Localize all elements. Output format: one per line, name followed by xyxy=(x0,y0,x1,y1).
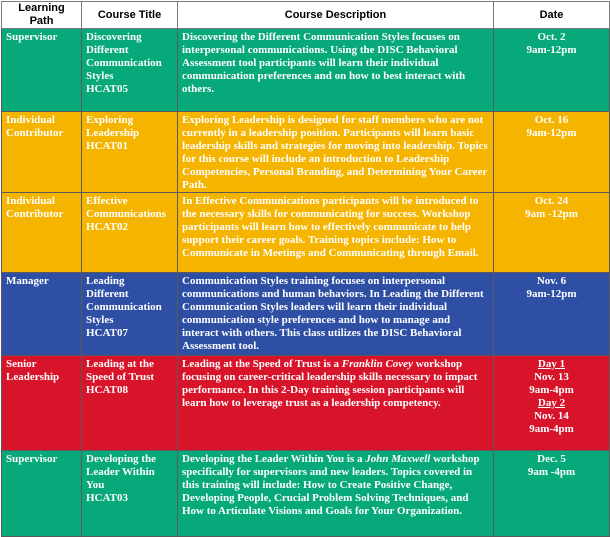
learning-path-cell: Senior Leadership xyxy=(2,356,82,451)
course-title-line: Different xyxy=(86,288,129,300)
table-row xyxy=(2,112,610,193)
course-title-cell xyxy=(82,29,178,112)
course-title-cell xyxy=(82,356,178,451)
learning-path-cell: Individual Contributor xyxy=(2,193,82,273)
course-title-line: Speed of Trust xyxy=(86,371,155,383)
course-description-cell: In Effective Communications participants will be introduced to the necessary skills for communicating for success. Workshop participants will learn how to effectively communicate to help support their career goals. Training topics include: How to Communicate in Meetings and Communicating through Email. xyxy=(178,193,494,273)
date-cell xyxy=(494,273,610,356)
course-date: Nov. 6 xyxy=(536,275,567,287)
course-schedule-table xyxy=(1,1,610,537)
header-date: Date xyxy=(494,2,610,29)
course-date: Oct. 2 xyxy=(537,31,566,43)
course-title-line: Communication xyxy=(86,57,162,69)
course-description-cell: Communication Styles training focuses on interpersonal communications and human behaviors. In Leading the Different Communication Styles leaders will learn their individual communication style preferences and how to manage and interact with others. This class utilizes the DISC Behavioral Assessment tool. xyxy=(178,273,494,356)
course-code: HCAT05 xyxy=(86,83,128,95)
course-time: 9am -4pm xyxy=(527,466,576,478)
course-time: 9am-12pm xyxy=(526,288,577,300)
course-time: 9am -12pm xyxy=(525,208,578,220)
course-code: HCAT01 xyxy=(86,140,128,152)
table-row xyxy=(2,193,610,273)
header-course-title: Course Title xyxy=(82,2,178,29)
learning-path-cell: Supervisor xyxy=(2,451,82,537)
header-learning-path: Learning Path xyxy=(2,2,82,29)
learning-path-cell: Manager xyxy=(2,273,82,356)
course-description-cell xyxy=(178,356,494,451)
course-description-cell: Discovering the Different Communication Styles focuses on interpersonal communications. Using the DISC Behavioral Assessment tool participants will learn their individual communication preferences and on how to best interact with others. xyxy=(178,29,494,112)
course-code: HCAT07 xyxy=(86,327,128,339)
learning-path-cell: Supervisor xyxy=(2,29,82,112)
course-title-line: Exploring xyxy=(86,114,134,126)
table-row xyxy=(2,356,610,451)
course-time: 9am-12pm xyxy=(526,127,577,139)
description-text: Developing the Leader Within You is a xyxy=(182,453,366,465)
course-date: Oct. 24 xyxy=(534,195,569,207)
date-cell xyxy=(494,193,610,273)
course-title-line: Developing the xyxy=(86,453,156,465)
day-label: Day 1 xyxy=(537,358,566,370)
course-time: 9am-4pm xyxy=(529,384,574,396)
course-date: Nov. 14 xyxy=(534,410,569,422)
course-code: HCAT08 xyxy=(86,384,128,396)
course-title-line: Styles xyxy=(86,314,114,326)
day-label: Day 2 xyxy=(537,397,566,409)
course-date: Nov. 13 xyxy=(534,371,569,383)
description-emphasis: John Maxwell xyxy=(365,453,431,465)
course-code: HCAT02 xyxy=(86,221,128,233)
course-time: 9am-4pm xyxy=(529,423,574,435)
course-title-line: Leading xyxy=(86,275,125,287)
course-title-line: Leader Within xyxy=(86,466,155,478)
course-date: Dec. 5 xyxy=(537,453,566,465)
course-title-line: Different xyxy=(86,44,129,56)
description-text: workshop specifically for supervisors and new leaders. Topics covered in this training will include: How to Create Positive Change, Developing People, Crucial Problem Solving Techniques, and How to Articulate Visions and Goals for Your Organization. xyxy=(182,453,480,517)
course-description-cell: Exploring Leadership is designed for staff members who are not currently in a leadership position. Participants will learn basic leadership skills and strategies for moving into leadership. Topics for this course will include an introduction to Leadership Competencies, Personal Branding, and Determining Your Career Path. xyxy=(178,112,494,193)
table-row xyxy=(2,273,610,356)
learning-path-cell: Individual Contributor xyxy=(2,112,82,193)
course-title-cell xyxy=(82,193,178,273)
course-title-line: Discovering xyxy=(86,31,142,43)
course-title-line: Leading at the xyxy=(86,358,154,370)
description-text: Leading at the Speed of Trust is a xyxy=(182,358,342,370)
date-cell xyxy=(494,29,610,112)
course-time: 9am-12pm xyxy=(526,44,577,56)
header-course-description: Course Description xyxy=(178,2,494,29)
course-title-cell xyxy=(82,112,178,193)
date-cell xyxy=(494,356,610,451)
description-emphasis: Franklin Covey xyxy=(341,358,413,370)
description-text: workshop focusing on career-critical leadership skills necessary to impact performance. In this 2-Day training session participants will learn how to leverage trust as a leadership competency. xyxy=(182,358,478,409)
course-title-line: Communication xyxy=(86,301,162,313)
course-code: HCAT03 xyxy=(86,492,128,504)
table-row xyxy=(2,29,610,112)
course-title-line: Effective xyxy=(86,195,128,207)
course-date: Oct. 16 xyxy=(534,114,569,126)
course-title-line: Communications xyxy=(86,208,167,220)
course-title-cell xyxy=(82,273,178,356)
course-title-line: You xyxy=(86,479,105,491)
header-row xyxy=(2,2,610,29)
course-title-line: Leadership xyxy=(86,127,140,139)
date-cell xyxy=(494,112,610,193)
course-title-line: Styles xyxy=(86,70,114,82)
